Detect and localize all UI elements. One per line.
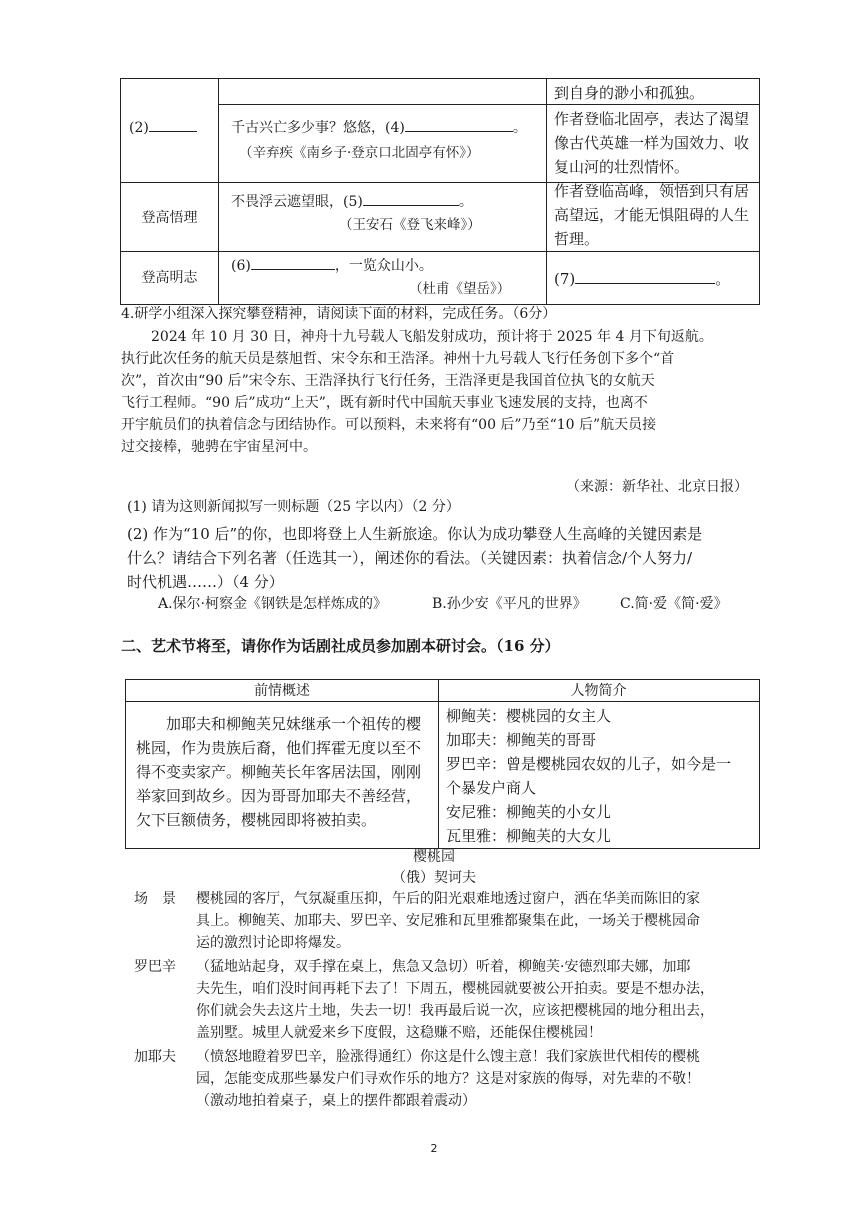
column-header-characters: 人物简介 — [570, 683, 627, 699]
answer-text: 作者登临高峰，领悟到只有居高望远，才能无惧阻碍的人生哲理。 — [554, 182, 750, 248]
blank-line — [251, 255, 335, 270]
script-line: 盖别墅。城里人就爱来乡下度假，这稳赚不赔，还能保住樱桃园！ — [196, 1025, 602, 1041]
verse-line: 不畏浮云遮望眼，(5) 。 — [231, 191, 473, 213]
blank-line — [575, 269, 715, 284]
verse-source: （王安石《登飞来峰》） — [339, 217, 481, 233]
script-line: 具上。柳鲍芙、加耶夫、罗巴辛、安尼雅和瓦里雅都聚集在此，一场关于樱桃园命 — [196, 913, 700, 929]
script-text — [196, 1046, 764, 1112]
verse-line: 千古兴亡多少事？悠悠，(4) 。 — [231, 117, 527, 139]
verse-line: (6) ，一览众山小。 — [231, 255, 433, 277]
character-item: 加耶夫：柳鲍芙的哥哥 — [446, 731, 597, 749]
column-header-summary: 前情概述 — [254, 683, 310, 699]
poem-table — [120, 78, 760, 305]
plot-summary — [136, 712, 436, 832]
sub-question-1: (1) 请为这则新闻拟写一则标题（25 字以内）（2 分） — [127, 499, 460, 515]
script-speaker: 场 景 — [134, 891, 176, 907]
script-speaker: 罗巴辛 — [134, 959, 176, 975]
character-item: 安尼雅：柳鲍芙的小女儿 — [446, 803, 612, 821]
script-text — [196, 888, 764, 954]
news-source: （来源：新华社、北京日报） — [566, 479, 748, 495]
character-item: 罗巴辛：曾是樱桃园农奴的儿子，如今是一 — [446, 755, 732, 773]
script-line: （猛地站起身，双手撑在桌上，焦急又急切）听着，柳鲍芙·安德烈耶夫娜，加耶 — [196, 959, 691, 975]
script-line: 你们就会失去这片土地，失去一切！我再最后说一次，应该把樱桃园的地分租出去， — [196, 1003, 714, 1019]
question-4-heading: 4.研学小组深入探究攀登精神，请阅读下面的材料，完成任务。（6分） — [121, 306, 557, 322]
table-divider — [121, 251, 759, 252]
script-line: 樱桃园的客厅，气氛凝重压抑，午后的阳光艰难地透过窗户，洒在华美而陈旧的家 — [196, 891, 700, 907]
script-speaker: 加耶夫 — [134, 1049, 176, 1065]
blank-line — [405, 117, 513, 132]
script-line: 夫先生，咱们没时间再耗下去了！下周五，樱桃园就要被公开拍卖。要是不想办法， — [196, 981, 714, 997]
answer-text: 到自身的渺小和孤独。 — [554, 84, 705, 102]
question-line: 时代机遇……）（4 分） — [127, 573, 284, 591]
row-label: (2) — [129, 117, 197, 139]
summary-line: 举家回到故乡。因为哥哥加耶夫不善经营， — [136, 787, 422, 805]
question-line: 什么？请结合下列名著（任选其一），阐述你的看法。（关键因素：执着信念/个人努力/ — [127, 549, 693, 567]
option-a: A.保尔·柯察金《钢铁是怎样炼成的》 — [158, 596, 388, 612]
script-line: 运的激烈讨论即将爆发。 — [196, 935, 350, 951]
summary-line: 加耶夫和柳鲍芙兄妹继承一个祖传的樱 — [166, 715, 422, 733]
table-divider — [438, 680, 439, 848]
paragraph-line: 2024 年 10 月 30 日，神舟十九号载人飞船发射成功，预计将于 2025 年 4 月下旬返航。 — [151, 329, 713, 345]
verse-source: （杜甫《望岳》） — [409, 281, 511, 297]
play-info-table — [125, 679, 760, 849]
script-line: 园，怎能变成那些暴发户们寻欢作乐的地方？这是对家族的侮辱，对先辈的不敬！ — [196, 1071, 700, 1087]
news-paragraph — [121, 326, 761, 458]
table-divider — [546, 79, 547, 304]
character-item: 个暴发户商人 — [446, 779, 537, 797]
paragraph-line: 开宇航员们的执着信念与团结协作。可以预料，未来将有“00 后”乃至“10 后”航天员接 — [121, 417, 657, 433]
character-item: 柳鲍芙：樱桃园的女主人 — [446, 707, 612, 725]
paragraph-line: 次”，首次由“90 后”宋令东、王浩泽执行飞行任务，王浩泽更是我国首位执飞的女航天 — [121, 373, 655, 389]
script-line: （激动地拍着桌子，桌上的摆件都跟着震动） — [196, 1093, 476, 1109]
character-list — [446, 704, 756, 848]
option-c: C.简·爱《简·爱》 — [620, 596, 728, 612]
blank-line — [363, 191, 459, 206]
script-line: （愤怒地瞪着罗巴辛，脸涨得通红）你这是什么馊主意！我们家族世代相传的樱桃 — [196, 1049, 700, 1065]
table-divider — [218, 79, 219, 304]
verse-source: （辛弃疾《南乡子·登京口北固亭有怀》） — [239, 145, 480, 161]
row-label: 登高明志 — [141, 270, 198, 286]
option-b: B.孙少安《平凡的世界》 — [432, 596, 587, 612]
blank-line — [149, 117, 197, 132]
summary-line: 桃园，作为贵族后裔，他们挥霍无度以至不 — [136, 739, 422, 757]
row-label: 登高悟理 — [141, 210, 198, 226]
summary-line: 得不变卖家产。柳鲍芙长年客居法国，刚刚 — [136, 763, 422, 781]
script-text — [196, 956, 764, 1044]
paragraph-line: 执行此次任务的航天员是蔡旭哲、宋令东和王浩泽。神州十九号载人飞行任务创下多个“首 — [121, 351, 675, 367]
character-item: 瓦里雅：柳鲍芙的大女儿 — [446, 827, 612, 845]
section-2-heading: 二、艺术节将至，请你作为话剧社成员参加剧本研讨会。（16 分） — [121, 637, 560, 655]
page-number: 2 — [430, 1142, 438, 1155]
answer-line: (7) 。 — [554, 270, 731, 288]
question-line: (2) 作为“10 后”的你，也即将登上人生新旅途。你认为成功攀登人生高峰的关键因素是 — [127, 525, 703, 543]
answer-text: 作者登临北固亭，表达了渴望像古代英雄一样为国效力、收复山河的壮烈情怀。 — [554, 110, 750, 176]
summary-line: 欠下巨额债务，樱桃园即将被拍卖。 — [136, 811, 377, 829]
paragraph-line: 飞行工程师。“90 后”成功“上天”，既有新时代中国航天事业飞速发展的支持，也离不 — [121, 395, 648, 411]
play-author: （俄）契诃夫 — [392, 870, 476, 886]
paragraph-line: 过交接棒，驰骋在宇宙星河中。 — [121, 439, 317, 455]
sub-question-2 — [127, 522, 763, 594]
play-title: 樱桃园 — [413, 849, 455, 865]
